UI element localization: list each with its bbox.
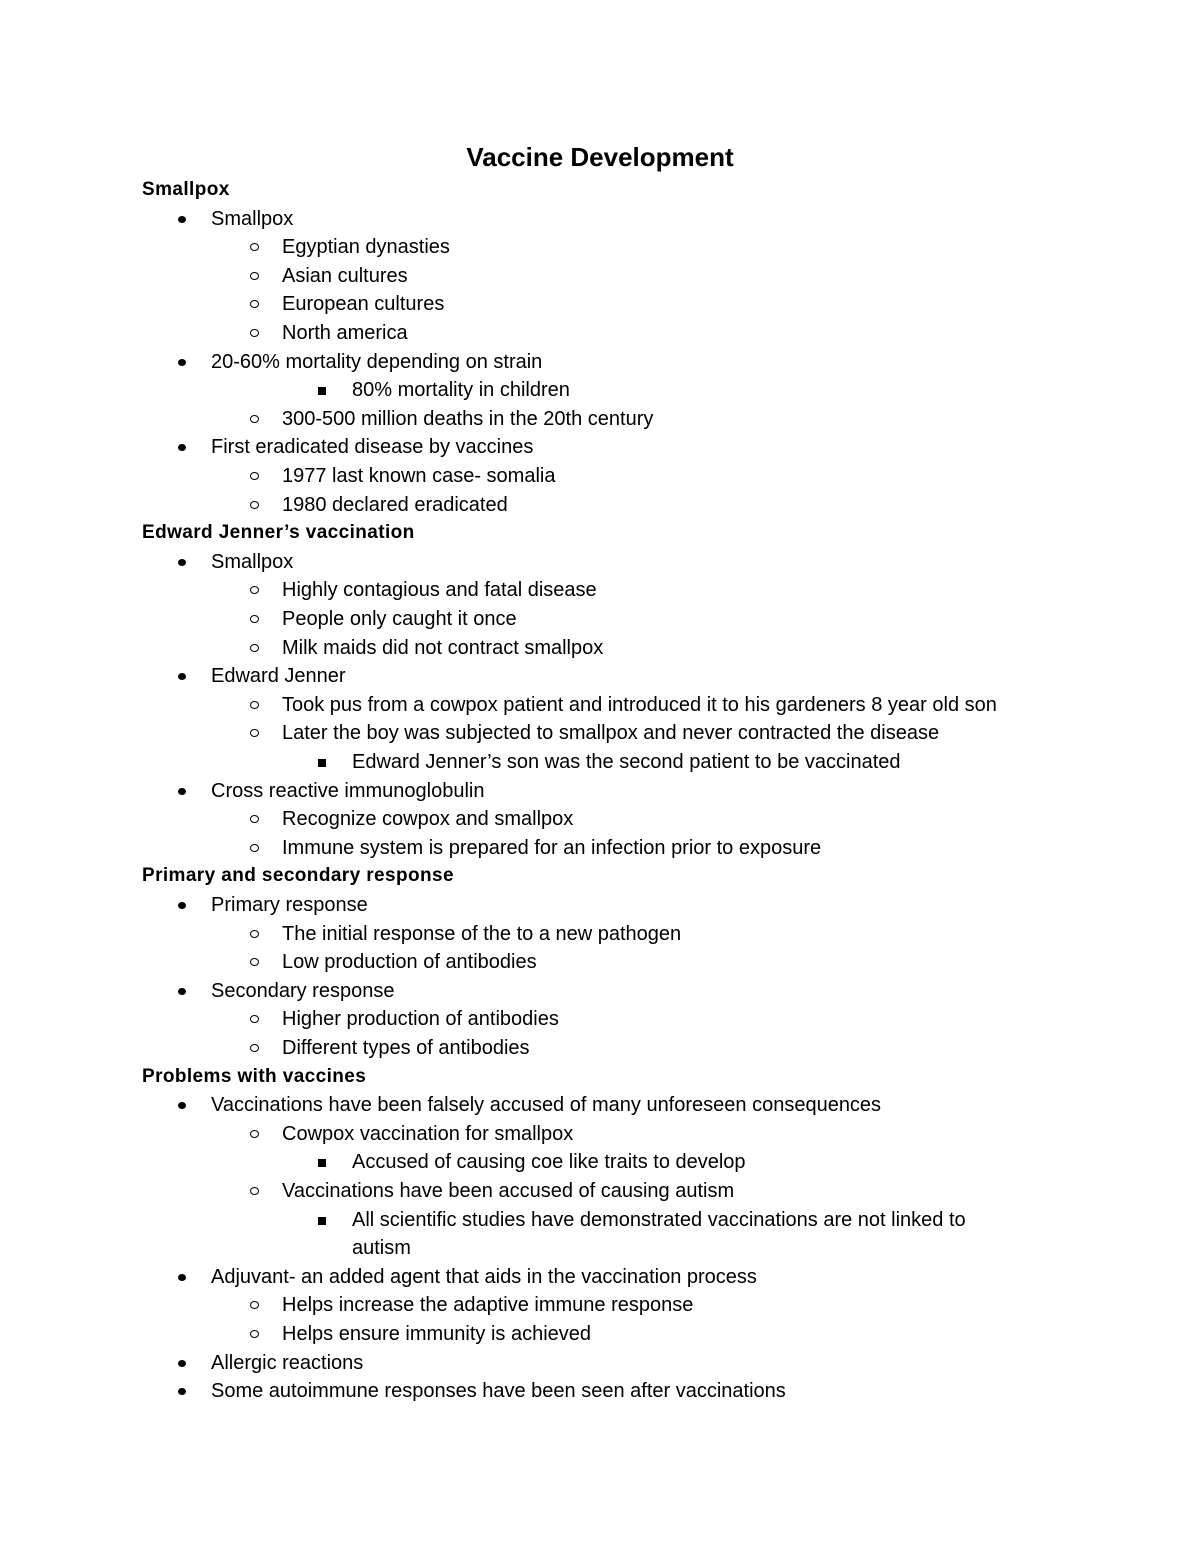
circle-bullet-icon [250, 586, 259, 594]
list-item-text: Helps ensure immunity is achieved [282, 1323, 592, 1345]
circle-bullet-icon [250, 815, 259, 823]
list-item-text: European cultures [282, 293, 445, 316]
list-item-text: Vaccinations have been falsely accused of many unforeseen consequences [211, 1094, 882, 1117]
disc-bullet-icon [178, 1388, 186, 1395]
list-item-text: Some autoimmune responses have been seen after vaccinations [211, 1380, 786, 1403]
section-heading: Problems with vaccines [142, 1065, 367, 1087]
circle-bullet-icon [250, 1301, 259, 1309]
disc-bullet-icon [178, 673, 186, 680]
disc-bullet-icon [178, 1360, 186, 1367]
list-item-text: Helps increase the adaptive immune response [282, 1294, 694, 1317]
list-item-text: Vaccinations have been accused of causing autism [282, 1180, 735, 1202]
circle-bullet-icon [250, 1130, 259, 1138]
page-title: Vaccine Development [466, 142, 734, 172]
list-item-text: Accused of causing coe like traits to develop [352, 1151, 746, 1174]
disc-bullet-icon [178, 788, 186, 795]
square-bullet-icon [318, 387, 326, 395]
list-item-text: Adjuvant- an added agent that aids in the vaccination process [211, 1265, 757, 1288]
circle-bullet-icon [250, 415, 259, 423]
square-bullet-icon [318, 1217, 326, 1225]
circle-bullet-icon [250, 1330, 259, 1338]
circle-bullet-icon [250, 701, 259, 709]
list-item-text: Smallpox [211, 550, 294, 573]
circle-bullet-icon [250, 501, 259, 509]
circle-bullet-icon [250, 844, 259, 852]
circle-bullet-icon [250, 1187, 259, 1195]
circle-bullet-icon [250, 1044, 259, 1052]
list-item-text: 300-500 million deaths in the 20th century [282, 407, 654, 430]
list-item-text: Edward Jenner [211, 665, 346, 688]
circle-bullet-icon [250, 472, 259, 480]
list-item-text: The initial response of the to a new pathogen [282, 922, 682, 945]
section-heading: Edward Jenner’s vaccination [142, 522, 415, 544]
list-item-text: autism [352, 1237, 411, 1260]
list-item-text: First eradicated disease by vaccines [211, 436, 534, 459]
list-item-text: Immune system is prepared for an infection prior to exposure [282, 836, 822, 859]
circle-bullet-icon [250, 729, 259, 737]
section-heading: Primary and secondary response [142, 865, 454, 887]
list-item-text: 20-60% mortality depending on strain [211, 350, 543, 373]
disc-bullet-icon [178, 1274, 186, 1281]
list-item-text: Egyptian dynasties [282, 236, 450, 259]
circle-bullet-icon [250, 958, 259, 966]
list-item-text: Secondary response [211, 979, 395, 1002]
list-item-text: Primary response [211, 894, 368, 916]
circle-bullet-icon [250, 329, 259, 337]
list-item-text: Different types of antibodies [282, 1037, 530, 1059]
list-item-text: 1977 last known case- somalia [282, 465, 556, 487]
circle-bullet-icon [250, 644, 259, 652]
list-item-text: Highly contagious and fatal disease [282, 579, 597, 602]
disc-bullet-icon [178, 988, 186, 995]
disc-bullet-icon [178, 216, 186, 223]
list-item-text: Edward Jenner’s son was the second patient to be vaccinated [352, 751, 901, 773]
list-item-text: Cowpox vaccination for smallpox [282, 1122, 574, 1145]
circle-bullet-icon [250, 1015, 259, 1023]
circle-bullet-icon [250, 272, 259, 280]
list-item-text: Milk maids did not contract smallpox [282, 636, 604, 659]
disc-bullet-icon [178, 902, 186, 909]
circle-bullet-icon [250, 930, 259, 938]
disc-bullet-icon [178, 359, 186, 366]
list-item-text: Higher production of antibodies [282, 1008, 559, 1031]
list-item-text: 80% mortality in children [352, 379, 570, 402]
square-bullet-icon [318, 759, 326, 767]
list-item-text: Took pus from a cowpox patient and introduced it to his gardeners 8 year old son [282, 693, 997, 716]
list-item-text: Smallpox [211, 207, 294, 230]
list-item-text: Later the boy was subjected to smallpox and never contracted the disease [282, 722, 940, 745]
list-item-text: Cross reactive immunoglobulin [211, 779, 485, 802]
disc-bullet-icon [178, 444, 186, 451]
list-item-text: Low production of antibodies [282, 951, 537, 974]
circle-bullet-icon [250, 615, 259, 623]
list-item-text: North america [282, 322, 408, 344]
list-item-text: Asian cultures [282, 264, 408, 287]
list-item-text: People only caught it once [282, 608, 517, 630]
list-item-text: Recognize cowpox and smallpox [282, 808, 574, 831]
list-item-text: 1980 declared eradicated [282, 493, 508, 516]
disc-bullet-icon [178, 559, 186, 566]
circle-bullet-icon [250, 300, 259, 308]
disc-bullet-icon [178, 1102, 186, 1109]
circle-bullet-icon [250, 243, 259, 251]
square-bullet-icon [318, 1159, 326, 1167]
list-item-text: All scientific studies have demonstrated vaccinations are not linked to [352, 1208, 966, 1231]
list-item-text: Allergic reactions [211, 1351, 364, 1374]
section-heading: Smallpox [142, 179, 230, 200]
